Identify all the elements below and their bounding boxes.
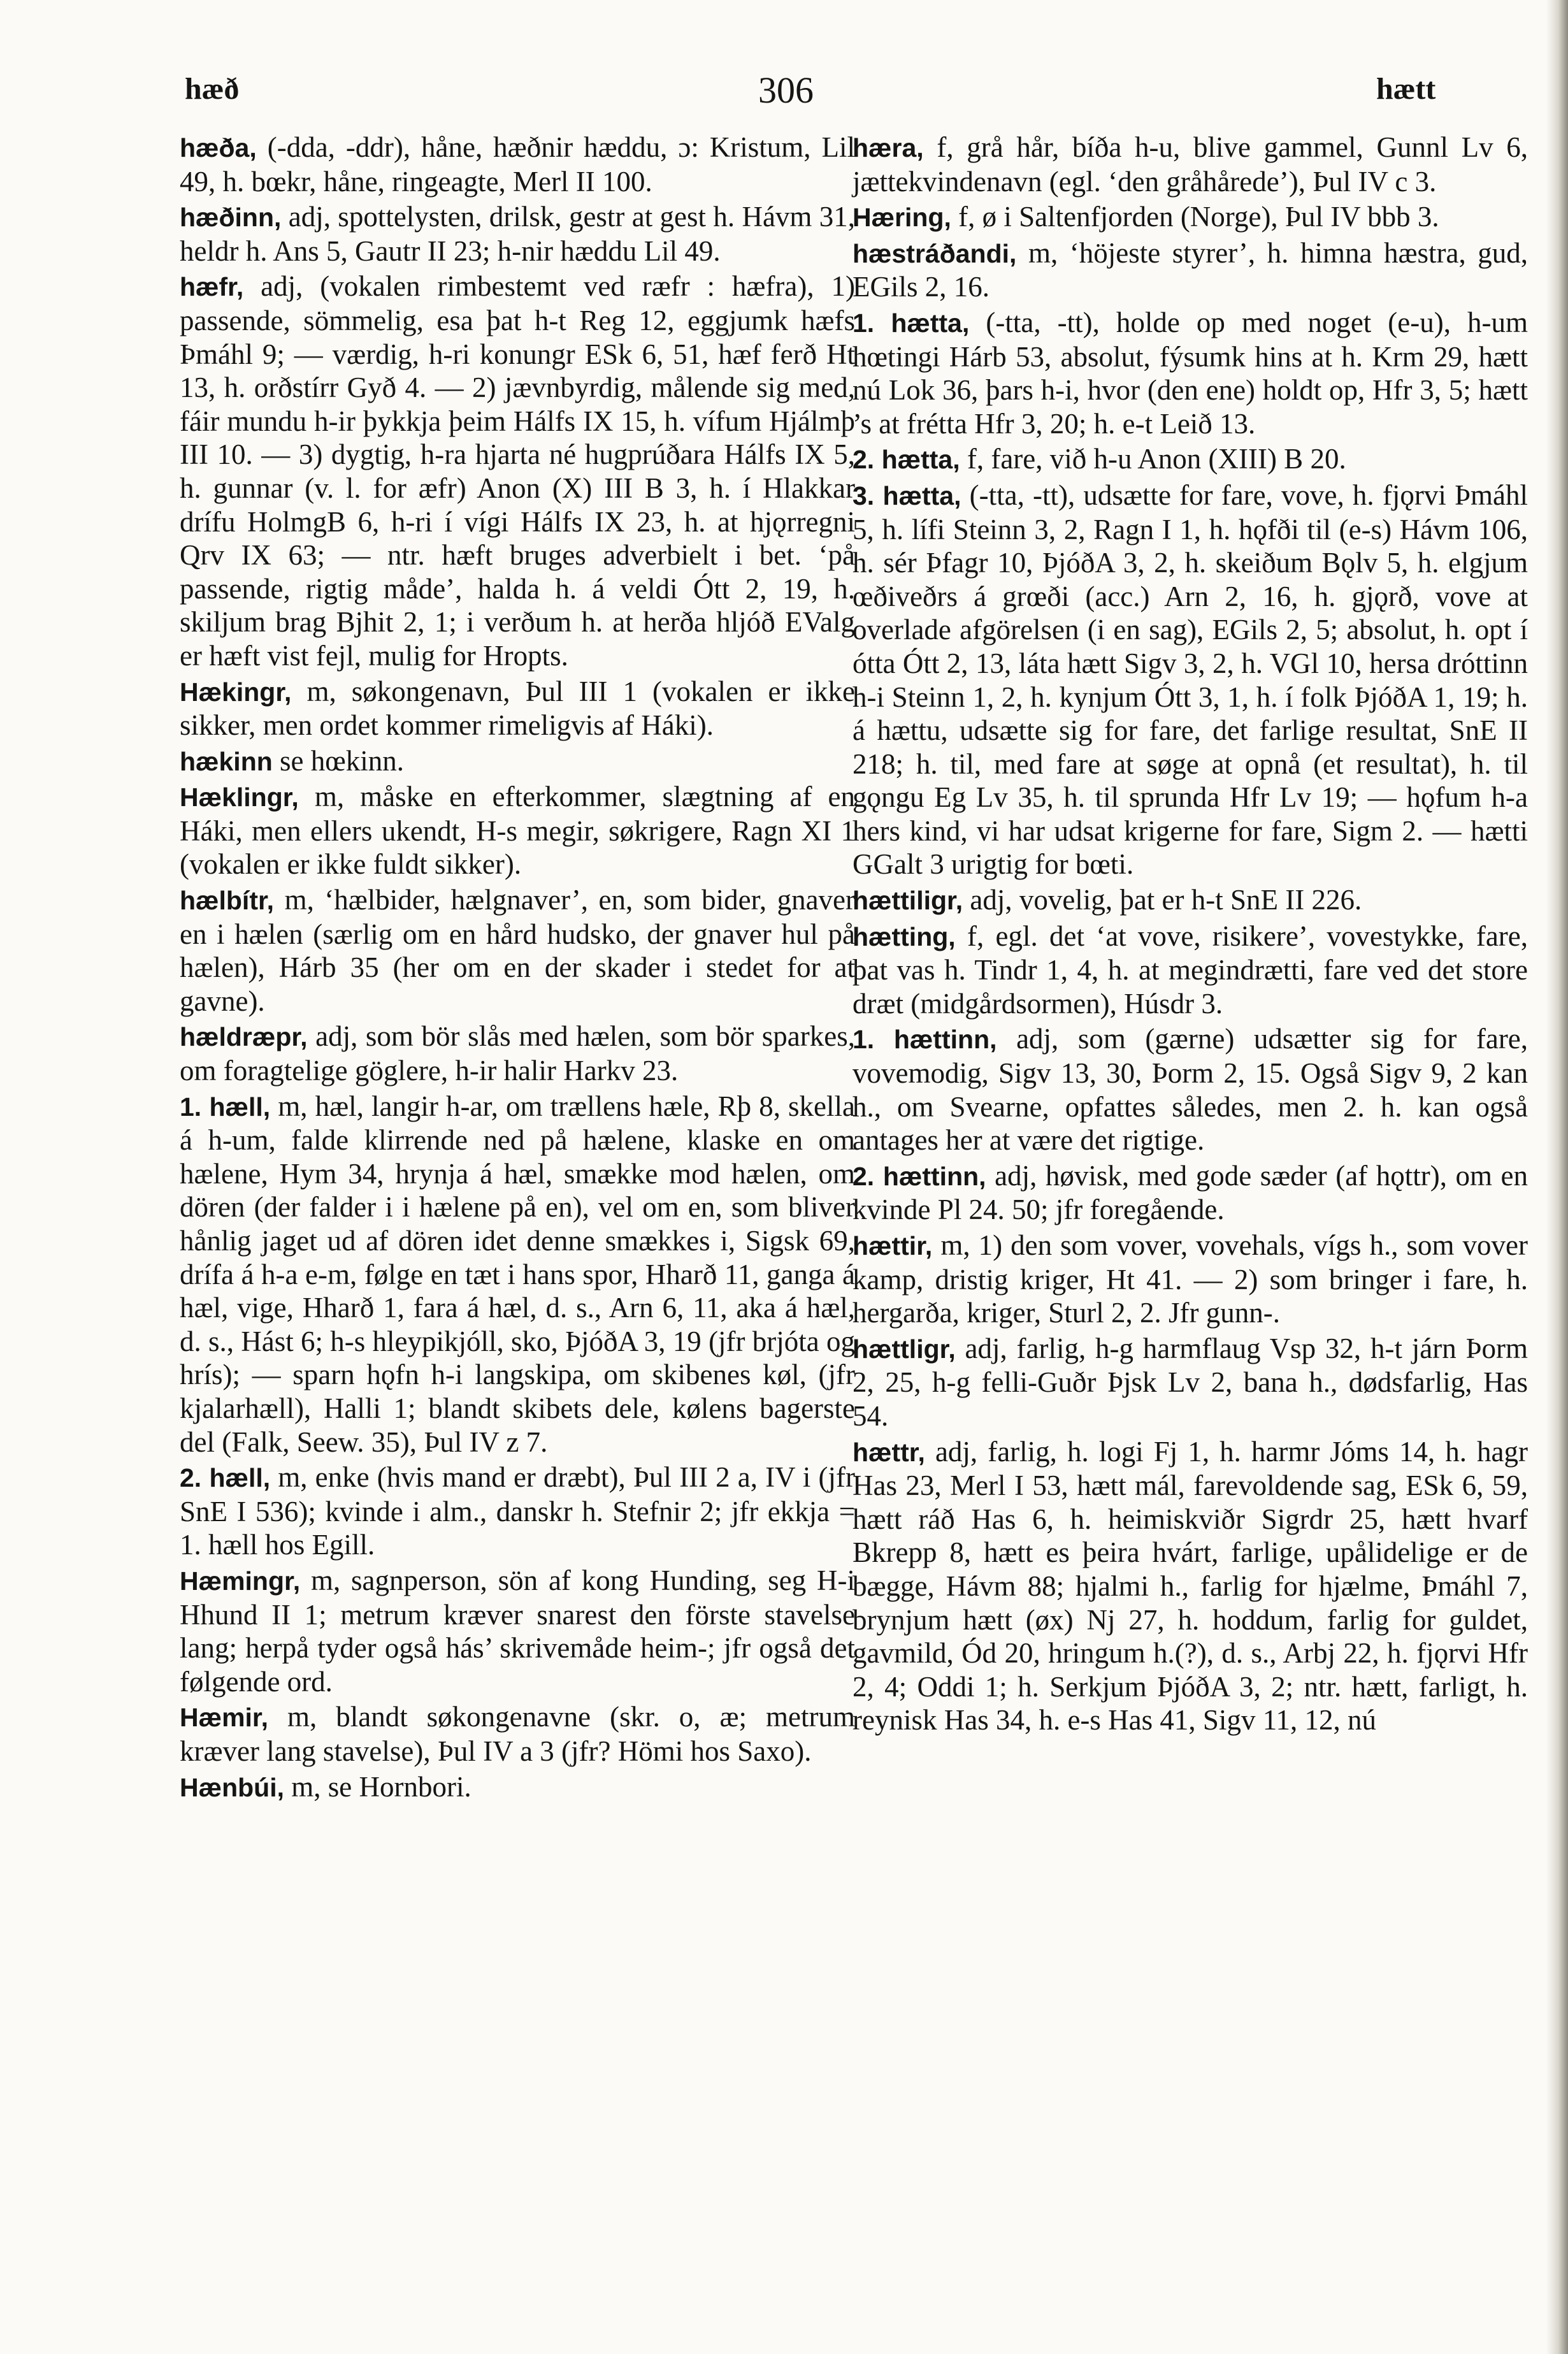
entry-body: adj, spottelysten, drilsk, gestr at gest h. Hávm 31, heldr h. Ans 5, Gautr II 23; h-nir hæddu Lil 49. — [180, 201, 855, 267]
entry-headword: 1. hætta, — [852, 308, 970, 338]
dictionary-entry — [180, 1020, 855, 1087]
dictionary-entry — [180, 1564, 855, 1698]
dictionary-entry — [180, 1461, 855, 1562]
dictionary-entry — [852, 236, 1528, 304]
entry-headword: hæstráðandi, — [852, 238, 1017, 268]
entry-headword: hæðinn, — [180, 203, 282, 233]
entry-body: adj, som bör slås med hælen, som bör sparkes, om foragtelige göglere, h-ir halir Harkv 23. — [180, 1020, 856, 1087]
entry-body: adj, vovelig, þat er h-t SnE II 226. — [970, 884, 1362, 916]
entry-body: m, blandt søkongenavne (skr. o, æ; metrum kræver lang stavelse), Þul IV a 3 (jfr? Hömi hos Saxo). — [180, 1701, 855, 1767]
right-column — [852, 131, 1528, 1739]
entry-body: adj, farlig, h. logi Fj 1, h. harmr Jóms 14, h. hagr Has 23, Merl I 53, hætt mál, farevoldende sag, ESk 6, 59, hætt ráð Has 6, h. heimiskviðr Sigrdr 25, hætt hvarf Bkrepp 8, hætt es þeira hvárt, farlige, upålidelige er de bægge, Hávm 88; hjalmi h., farlig for hjælme, Þmáhl 7, brynjum hætt (øx) Nj 27, h. hoddum, farlig for guldet, gavmild, Ód 20, hringum h.(?), d. s., Arbj 22, h. fjǫrvi Hfr 2, 4; Oddi 1; h. Serkjum ÞjóðA 3, 2; ntr. hætt, farligt, h. reynisk Has 34, h. e-s Has 41, Sigv 11, 12, nú — [852, 1435, 1528, 1737]
entry-body: m, måske en efterkommer, slægtning af en Háki, men ellers ukendt, H-s megir, søkrigere, Ragn XI 1 (vokalen er ikke fuldt sikker). — [180, 781, 856, 881]
dictionary-entry — [852, 1229, 1528, 1330]
entry-body: m, se Hornbori. — [291, 1770, 471, 1803]
entry-body: f, egl. det ‘at vove, risikere’, vovestykke, fare, þat vas h. Tindr 1, 4, h. at megindrætti, fare ved det store dræt (midgårdsormen), Húsdr 3. — [852, 920, 1528, 1020]
entry-headword: hætting, — [852, 921, 956, 951]
dictionary-entry — [852, 1332, 1528, 1433]
header-right-word: hætt — [1376, 72, 1436, 106]
dictionary-entry — [852, 883, 1528, 918]
header-left-word: hæð — [185, 72, 240, 106]
entry-headword: hæra, — [852, 133, 924, 162]
entry-headword: Hænbúi, — [180, 1772, 284, 1802]
dictionary-entry — [852, 1435, 1528, 1737]
entry-body: se hœkinn. — [280, 744, 405, 777]
dictionary-entry — [852, 306, 1528, 440]
entry-body: m, enke (hvis mand er dræbt), Þul III 2 a, IV i (jfr SnE I 536); kvinde i alm., danskr h. Stefnir 2; jfr ekkja = 1. hæll hos Egill. — [180, 1461, 856, 1561]
dictionary-entry — [852, 200, 1528, 235]
entry-body: m, hæl, langir h-ar, om trællens hæle, Rþ 8, skella á h-um, falde klirrende ned på hælene, klaske en om hælene, Hym 34, hrynja á hæl, smække mod hælen, om dören (der falder i i hælene på en), vel om en, som bliver hånlig jaget ud af dören idet denne smækkes i, Sigsk 69, drífa á h-a e-m, følge en tæt i hans spor, Hharð 11, ganga á hæl, vige, Hharð 1, fara á hæl, d. s., Arn 6, 11, aka á hæl, d. s., Hást 6; h-s hleypikjóll, sko, ÞjóðA 3, 19 (jfr brjóta og hrís); — sparn hǫfn h-i langskipa, om skibenes køl, (jfr kjalarhæll), Halli 1; blandt skibets dele, kølens bagerste del (Falk, Seew. 35), Þul IV z 7. — [180, 1090, 856, 1458]
entry-body: adj, farlig, h-g harmflaug Vsp 32, h-t járn Þorm 2, 25, h-g felli-Guðr Þjsk Lv 2, bana h., dødsfarlig, Has 54. — [852, 1332, 1528, 1432]
entry-headword: 3. hætta, — [852, 480, 961, 510]
entry-headword: 2. hæll, — [180, 1463, 271, 1493]
entry-body: m, ‘hælbider, hælgnaver’, en, som bider, gnaver en i hælen (særlig om en hård hudsko, der gnaver hul på hælen), Hárb 35 (her om en der skader i stedet for at gavne). — [180, 884, 855, 1017]
entry-headword: 1. hæll, — [180, 1092, 271, 1122]
dictionary-entry — [852, 1022, 1528, 1157]
entry-headword: hæða, — [180, 133, 257, 162]
entry-body: (-tta, -tt), holde op med noget (e-u), h-um hœtingi Hárb 53, absolut, fýsumk hins at h. Krm 29, hætt nú Lok 36, þars h-i, hvor (den ene) holdt op, Hfr 3, 5; hætt ’s at frétta Hfr 3, 20; h. e-t Leið 13. — [852, 306, 1528, 440]
entry-headword: hættr, — [852, 1437, 925, 1467]
dictionary-entry — [852, 1159, 1528, 1227]
entry-headword: Hæring, — [852, 203, 951, 233]
entry-body: m, 1) den som vover, vovehals, vígs h., som vover kamp, dristig kriger, Ht 41. — 2) som bringer i fare, h. hergarða, kriger, Sturl 2, 2. Jfr gunn-. — [852, 1229, 1528, 1329]
dictionary-entry — [180, 131, 855, 198]
entry-body: m, søkongenavn, Þul III 1 (vokalen er ikke sikker, men ordet kommer rimeligvis af Háki). — [180, 675, 855, 742]
entry-headword: hæfr, — [180, 272, 244, 302]
entry-body: (-tta, -tt), udsætte for fare, vove, h. fjǫrvi Þmáhl 5, h. lífi Steinn 3, 2, Ragn I 1, h. hǫfði til (e-s) Hávm 106, h. sér Þfagr 10, ÞjóðA 3, 2, h. skeiðum Bǫlv 5, h. elgjum œðiveðrs á grœði (acc.) Arn 2, 16, h. gjǫrð, vove at overlade afgörelsen (i en sag), EGils 2, 5; absolut, h. opt í ótta Ótt 2, 13, láta hætt Sigv 3, 2, h. VGl 10, hersa dróttinn h-i Steinn 1, 2, h. kynjum Ótt 3, 1, h. í folk ÞjóðA 1, 19; h. á hættu, udsætte sig for fare, det farlige resultat, SnE II 218; h. til, med fare at søge at opnå (et resultat), h. til gǫngu Eg Lv 35, h. til sprunda Hfr Lv 19; — hǫfum h-a hers kind, vi har udsat krigerne for fare, Sigm 2. — hætti GGalt 3 urigtig for bœti. — [852, 479, 1528, 881]
left-column — [180, 131, 855, 1806]
entry-body: adj, som (gærne) udsætter sig for fare, vovemodig, Sigv 13, 30, Þorm 2, 15. Også Sigv 9, 2 kan h., om Svearne, opfattes således, men 2. h. kan også antages her at være det rigtige. — [852, 1023, 1528, 1157]
entry-body: (-dda, -ddr), håne, hæðnir hæddu, ɔ: Kristum, Lil 49, h. bœkr, håne, ringeagte, Merl II 100. — [180, 131, 856, 198]
entry-headword: hættiligr, — [852, 886, 963, 916]
dictionary-entry — [180, 1090, 855, 1459]
page-edge-shadow — [1546, 0, 1568, 2354]
entry-headword: hættir, — [852, 1231, 933, 1260]
entry-headword: hælbítr, — [180, 886, 275, 916]
entry-body: f, fare, við h-u Anon (XIII) B 20. — [967, 443, 1346, 475]
dictionary-entry — [852, 479, 1528, 881]
entry-headword: 1. hættinn, — [852, 1025, 997, 1055]
dictionary-entry — [852, 442, 1528, 477]
dictionary-entry — [180, 883, 855, 1018]
entry-headword: Hæmingr, — [180, 1566, 301, 1596]
entry-body: adj, høvisk, med gode sæder (af hǫttr), om en kvinde Pl 24. 50; jfr foregående. — [852, 1159, 1528, 1226]
entry-headword: hækinn — [180, 746, 273, 776]
dictionary-entry — [180, 270, 855, 672]
dictionary-entry — [180, 675, 855, 742]
dictionary-entry — [180, 200, 855, 268]
entry-headword: Hæklingr, — [180, 783, 299, 812]
dictionary-entry — [180, 744, 855, 779]
entry-headword: Hækingr, — [180, 677, 292, 707]
entry-headword: 2. hætta, — [852, 445, 960, 475]
dictionary-entry — [180, 1700, 855, 1768]
dictionary-entry — [180, 1770, 855, 1805]
page-number: 306 — [758, 69, 814, 111]
entry-headword: hældræpr, — [180, 1022, 308, 1052]
entry-body: f, grå hår, bíða h-u, blive gammel, Gunnl Lv 6, jættekvindenavn (egl. ‘den gråhårede’), Þul IV c 3. — [852, 131, 1528, 198]
dictionary-entry — [852, 920, 1528, 1021]
entry-body: m, sagnperson, sön af kong Hunding, seg H-i Hhund II 1; metrum kræver snarest den förste stavelse lang; herpå tyder også hás’ skrivemåde heim-; jfr også det følgende ord. — [180, 1564, 855, 1698]
entry-body: f, ø i Saltenfjorden (Norge), Þul IV bbb 3. — [958, 201, 1439, 233]
entry-headword: Hæmir, — [180, 1703, 268, 1733]
dictionary-entry — [852, 131, 1528, 198]
entry-headword: hættligr, — [852, 1334, 956, 1364]
entry-headword: 2. hættinn, — [852, 1161, 986, 1191]
dictionary-entry — [180, 780, 855, 881]
entry-body: adj, (vokalen rimbestemt ved ræfr : hæfra), 1) passende, sömmelig, esa þat h-t Reg 12, eggjumk hæfs Þmáhl 9; — værdig, h-ri konungr ESk 6, 51, hæf ferð Ht 13, h. orðstírr Gyð 4. — 2) jævnbyrdig, målende sig med, fáir mundu h-ir þykkja þeim Hálfs IX 15, h. vífum Hjálmþ III 10. — 3) dygtig, h-ra hjarta né hugprúðara Hálfs IX 5, h. gunnar (v. l. for æfr) Anon (X) III B 3, h. í Hlakkar drífu HolmgB 6, h-ri í vígi Hálfs IX 23, h. at hjǫrregni Qrv IX 63; — ntr. hæft bruges adverbielt i bet. ‘på passende, rigtig måde’, halda h. á veldi Ótt 2, 19, h. skiljum brag Bjhit 2, 1; i verðum h. at herða hljóð EValg er hæft vist fejl, mulig for Hropts. — [180, 270, 855, 672]
entry-body: m, ‘höjeste styrer’, h. himna hæstra, gud, EGils 2, 16. — [852, 236, 1528, 303]
